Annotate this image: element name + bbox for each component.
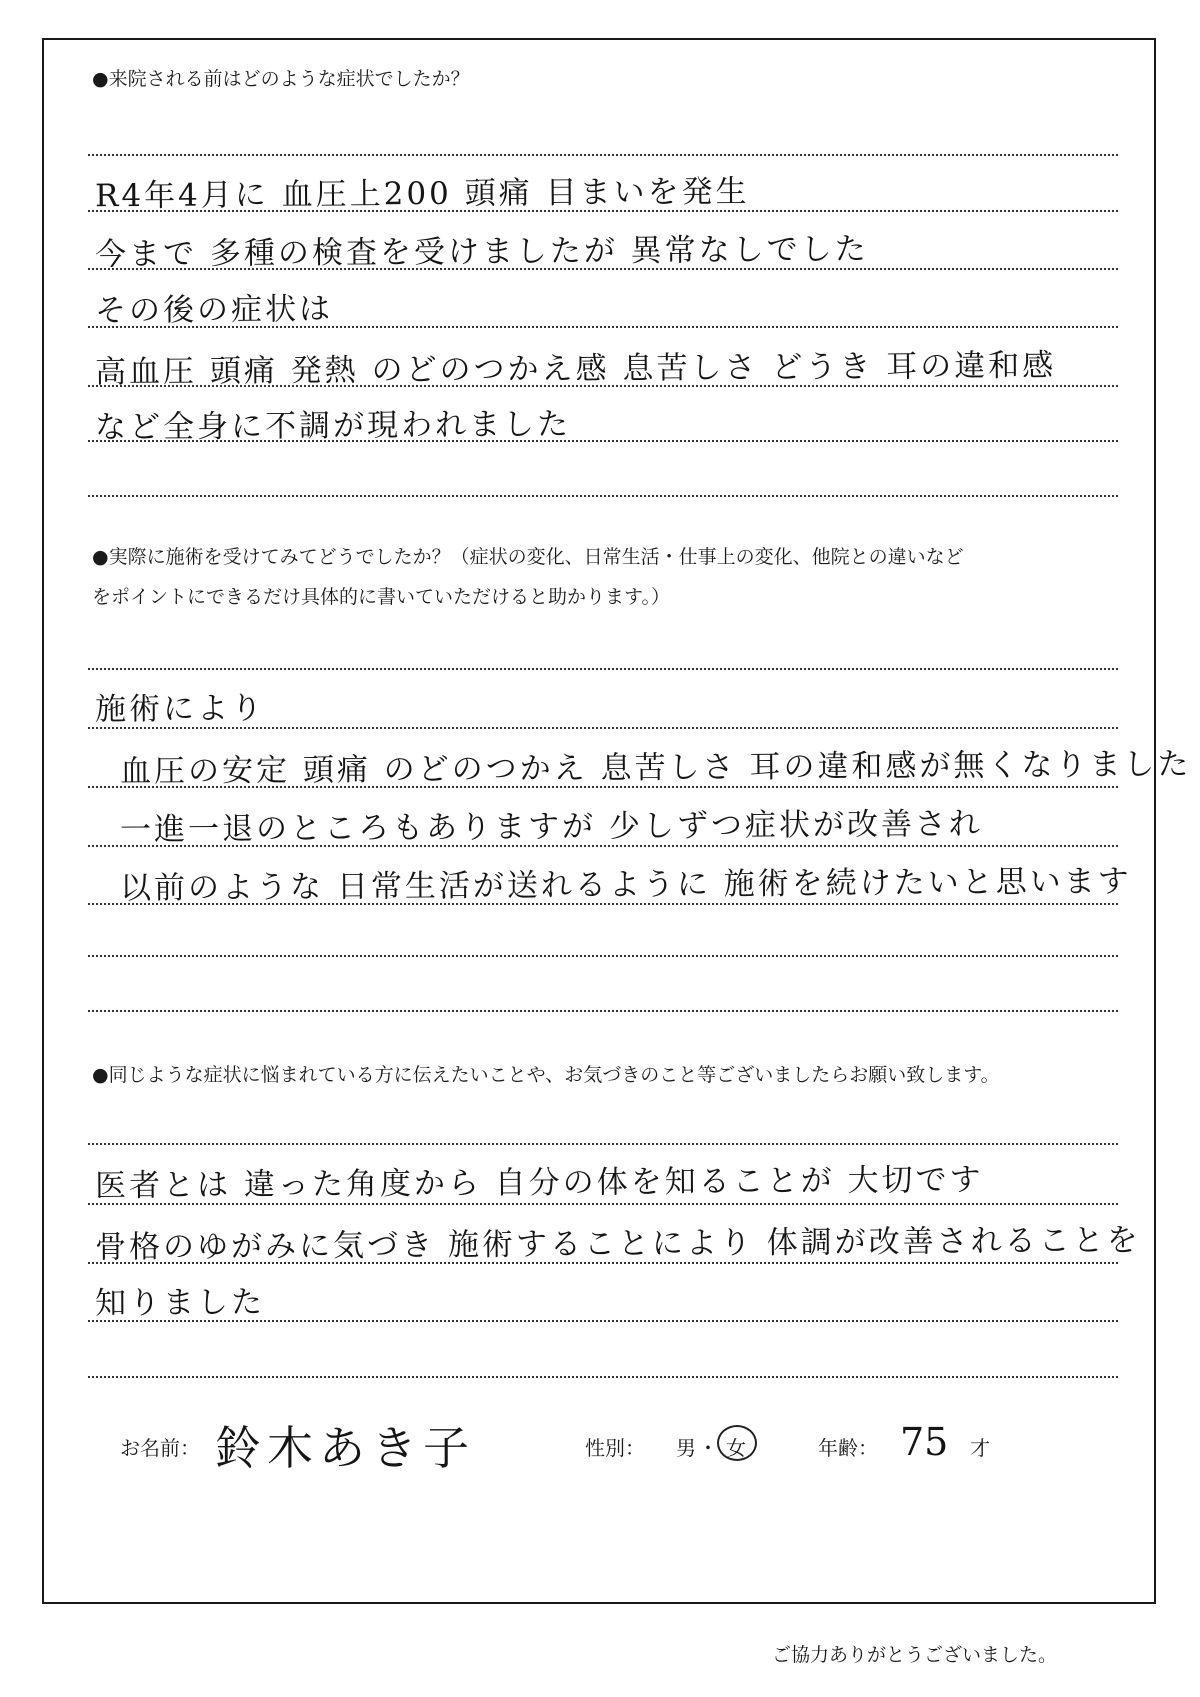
question-2-line-2: をポイントにできるだけ具体的に書いていただけると助かります。） bbox=[92, 586, 670, 608]
ruled-line bbox=[88, 495, 1118, 497]
ruled-line bbox=[88, 1143, 1118, 1145]
gender-label: 性別： bbox=[585, 1436, 645, 1460]
ruled-line bbox=[88, 154, 1118, 156]
age-label: 年齢： bbox=[818, 1436, 878, 1460]
ruled-line bbox=[88, 1376, 1118, 1378]
answer-1-line-2: 今まで 多種の検査を受けましたが 異常なしでした bbox=[94, 231, 869, 273]
answer-3-line-3: 知りました bbox=[94, 1284, 266, 1322]
name-value: 鈴木あき子 bbox=[215, 1421, 475, 1475]
name-label: お名前： bbox=[120, 1436, 200, 1460]
answer-3-line-2: 骨格のゆがみに気づき 施術することにより 体調が改善されることを bbox=[94, 1222, 1141, 1266]
age-value: 75 bbox=[900, 1420, 949, 1464]
age-unit: 才 bbox=[970, 1436, 990, 1460]
ruled-line bbox=[88, 955, 1118, 957]
answer-2-line-2: 血圧の安定 頭痛 のどのつかえ 息苦しさ 耳の違和感が無くなりました bbox=[119, 746, 1192, 790]
ruled-line bbox=[88, 668, 1118, 670]
question-3: ●同じような症状に悩まれている方に伝えたいことや、お気づきのこと等ございましたらお願い致します。 bbox=[92, 1064, 1000, 1086]
question-2-line-1: ●実際に施術を受けてみてどうでしたか？（症状の変化、日常生活・仕事上の変化、他院との違いなど bbox=[92, 546, 964, 568]
gender-male: 男 bbox=[676, 1436, 696, 1460]
answer-1-line-4: 高血圧 頭痛 発熱 のどのつかえ感 息苦しさ どうき 耳の違和感 bbox=[94, 347, 1057, 391]
answer-1-line-1: R4年4月に 血圧上200 頭痛 目まいを発生 bbox=[94, 173, 750, 215]
answer-1-line-3: その後の症状は bbox=[94, 291, 334, 329]
answer-2-line-4: 以前のような 日常生活が送れるように 施術を続けたいと思います bbox=[119, 863, 1132, 907]
ruled-line bbox=[88, 1010, 1118, 1012]
question-1: ●来院される前はどのような症状でしたか？ bbox=[92, 68, 470, 90]
answer-1-line-5: など全身に不調が現われました bbox=[94, 406, 572, 446]
answer-2-line-1: 施術により bbox=[94, 690, 266, 728]
thanks-text: ご協力ありがとうございました。 bbox=[772, 1644, 1058, 1666]
gender-female: 女 bbox=[726, 1436, 746, 1460]
gender-separator: ・ bbox=[698, 1436, 718, 1460]
answer-2-line-3: 一進一退のところもありますが 少しずつ症状が改善され bbox=[119, 805, 983, 849]
answer-3-line-1: 医者とは 違った角度から 自分の体を知ることが 大切です bbox=[94, 1161, 984, 1205]
